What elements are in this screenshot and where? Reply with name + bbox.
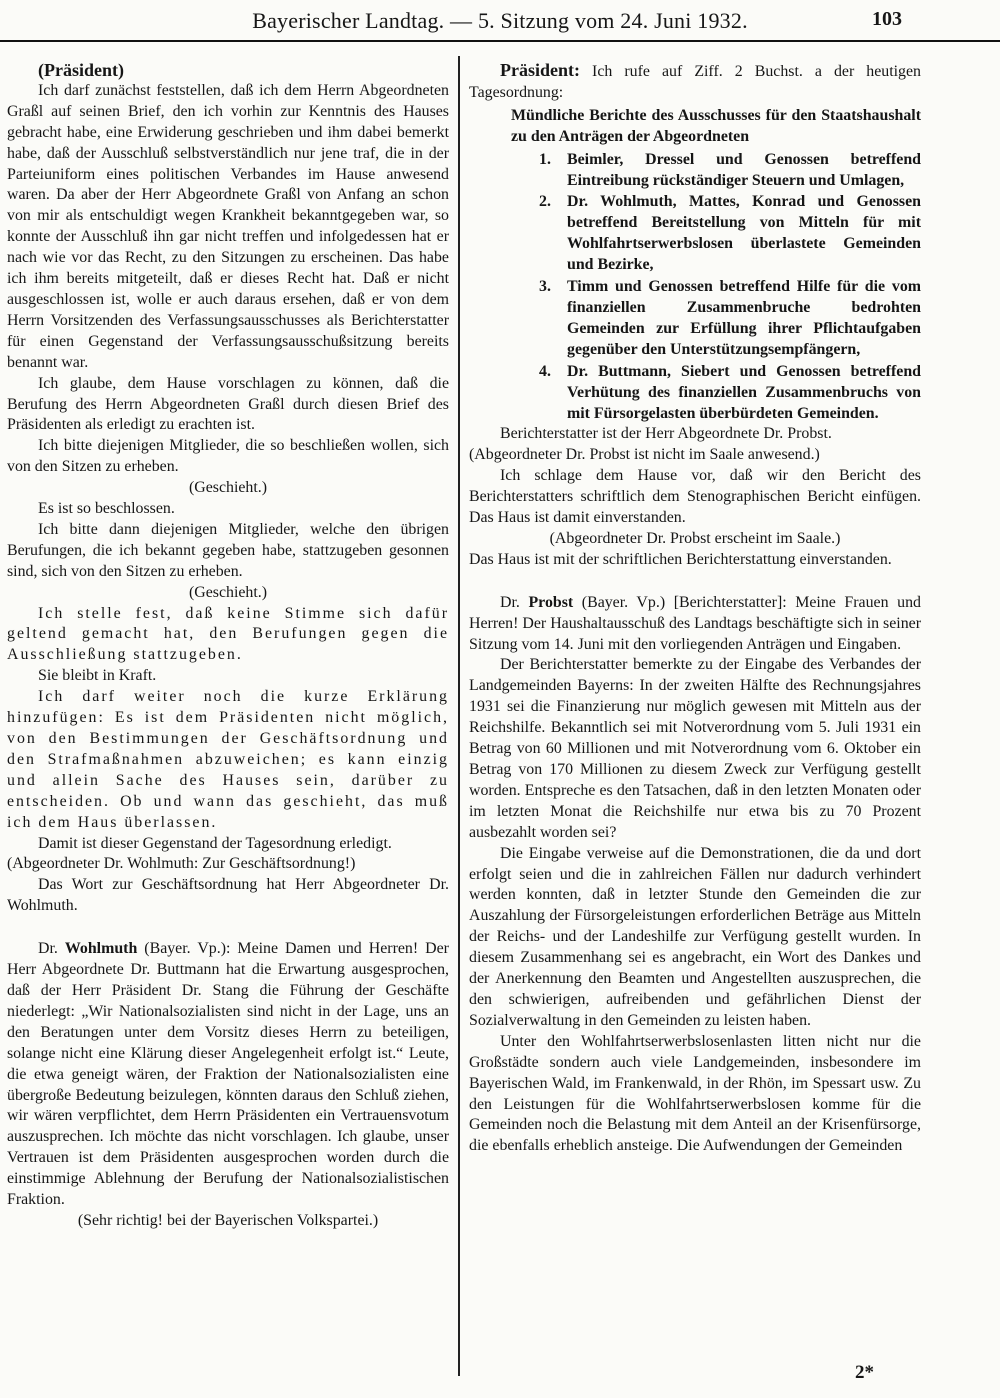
agenda-item [511,150,921,192]
speaker-tag: Präsident: [500,60,580,80]
paragraph: Berichterstatter ist der Herr Abgeordnete Dr. Probst. [500,425,832,443]
header-rule [0,40,1000,42]
speech-paragraph [469,593,921,656]
stage-direction: (Geschieht.) [188,583,268,601]
paragraph: Ich bitte dann diejenigen Mitglieder, welche den übrigen Berufungen, die ich bekannt gegeben habe, stattzugeben gesonnen sind, sich von den Sitzen zu erheben. [7,520,449,580]
speech-text: (Bayer. Vp.): Meine Damen und Herren! Der Herr Abgeordnete Dr. Buttmann hat die Erwartung ausgesprochen, daß der Herr Präsident Dr. Stang die Führung der Geschäfte niederlegt: „Wir Nationalsozialisten sind nicht in der Lage, uns an den Beratungen unter dem Vorsitz dieses Herrn zu beteiligen, solange nicht eine Klärung dieser Angelegenheit erfolgt ist.“ Leute, die etwa geneigt wären, der Fraktion der Nationalsozialisten eine übergroße Bedeutung beizulegen, könnten daraus den Schluß ziehen, wir wären verpflichtet, dem Herrn Präsidenten ein Vertrauensvotum auszusprechen. Ich möchte das nicht vorschlagen. Ich glaube, unser Vertrauen ist dem Präsidenten ausgesprochen worden durch die einstimmige Ablehnung der Berufung der Nationalsozialistischen Fraktion. [7,940,449,1209]
paragraph: Das Wort zur Geschäftsordnung hat Herr Abgeordneter Dr. Wohlmuth. [7,876,449,915]
paragraph: Unter den Wohlfahrtserwerbslosenlasten litten nicht nur die Großstädte sondern auch viele Landgemeinden, insbesondere im Bayerischen Wald, im Frankenwald, in der Rhön, im Spessart usw. Zu den Leistungen für die Wohlfahrtserwerbslosen komme für die Gemeinden noch die Belastung mit dem Anteil an der Krisenfürsorge, die ebenfalls erheblich ansteige. Die Aufwendungen der Gemeinden [469,1032,921,1155]
agenda-text: Dr. Buttmann, Siebert und Genossen betreffend Verhütung des finanziellen Zusammenbruchs von mit Fürsorgelasten überbürdeten Gemeinden. [567,362,921,422]
paragraph: Es ist so beschlossen. [38,500,175,518]
paragraph: Das Haus ist mit der schriftlichen Berichterstattung einverstanden. [469,550,892,568]
speaker-name: Probst [528,593,574,611]
paragraph: Die Eingabe verweise auf die Demonstrationen, die da und dort erfolgt seien und die in zahlreichen Fällen nur dadurch verhindert werden konnten, daß in letzter Stunde den Gemeinden die zur Auszahlung der Fürsorgeleistungen erforderlichen Beträge aus Mitteln der Reichs- und der Landeshilfe zur Verfügung gestellt wurden. In diesem Zusammenhang sei es angebracht, ein Wort des Dankes und der Anerkennung den Beamten und Angestellten auszusprechen, die den schwierigen, aufreibenden und gefährlichen Dienst der Sozialverwaltung in den Gemeinden zu leisten haben. [469,844,921,1029]
page-header [0,0,1000,44]
agenda-text: Beimler, Dressel und Genossen betreffend Eintreibung rückständiger Steuern und Umlagen, [567,150,921,189]
paragraph: Der Berichterstatter bemerkte zu der Eingabe des Verbandes der Landgemeinden Bayerns: In der zweiten Hälfte des Rechnungsjahres 1931 sei die Finanzierung nur möglich gewesen mit Mitteln aus der Reichshilfe. Bekanntlich sei mit Notverordnung vom 5. Juli 1931 ein Betrag von 60 Millionen und mit Notverordnung vom 6. Oktober ein Betrag von 170 Millionen zu diesem Zweck zur Verfügung gestellt worden. Entspreche es den Tatsachen, daß in den letzten Monaten oder im letzten Monat die Reichshilfe nur etwa bis zu 70 Prozent ausbezahlt worden sei? [469,656,921,841]
speaker-title: Dr. [38,940,58,958]
agenda-block [469,106,921,425]
signature-mark: 2* [855,1362,874,1383]
speech-text: (Bayer. Vp.) [Berichterstatter]: Meine Frauen und Herren! Der Haushaltausschuß des Landtags beschäftigte sich in seiner Sitzung vom 14. Juni mit den vorliegenden Anträgen und Eingaben. [469,593,921,653]
interjection: (Abgeordneter Dr. Wohlmuth: Zur Geschäftsordnung!) [7,855,356,873]
left-column [7,60,449,1232]
agenda-number: 4. [539,362,551,380]
paragraph: Ich stelle fest, daß keine Stimme sich dafür geltend gemacht hat, den Berufungen gegen die Ausschließung stattzugeben. [7,604,449,664]
paragraph: Ich darf weiter noch die kurze Erklärung hinzufügen: Es ist dem Präsidenten nicht möglich, von den Bestimmungen der Geschäftsordnung und den Strafmaßnahmen abzuweichen; es kann einzig und allein Sache des Hauses sein, darüber zu entscheiden. Ob und wann das geschieht, das muß ich dem Haus überlassen. [7,688,449,831]
interjection: (Abgeordneter Dr. Probst ist nicht im Saale anwesend.) [469,446,820,464]
speech-paragraph [7,939,449,1211]
agenda-number: 2. [539,193,551,211]
page-number: 103 [872,8,902,30]
interjection: (Sehr richtig! bei der Bayerischen Volkspartei.) [77,1211,379,1229]
paragraph: Ich schlage dem Hause vor, daß wir den Bericht des Berichterstatters schriftlich dem Stenographischen Bericht einfügen. Das Haus ist damit einverstanden. [469,467,921,527]
agenda-heading: Mündliche Berichte des Ausschusses für den Staatshaushalt zu den Anträgen der Abgeordneten [511,106,921,145]
agenda-text: Timm und Genossen betreffend Hilfe für die vom finanziellen Zusammenbruche bedrohten Gemeinden zur Erfüllung ihrer Pflichtaufgaben gegenüber den Unterstützungsempfängern, [567,278,921,358]
agenda-number: 3. [539,278,551,296]
agenda-item [511,362,921,425]
stage-direction: (Geschieht.) [188,479,268,497]
column-divider [458,56,460,1376]
right-column [469,60,921,1157]
agenda-item [511,192,921,276]
agenda-item [511,277,921,361]
speaker-title: Dr. [500,593,520,611]
paragraph: Ich darf zunächst feststellen, daß ich dem Herrn Abgeordneten Graßl auf seinen Brief, den ich vorhin zur Kenntnis des Hauses gebracht habe, eine Erwiderung geschrieben und ihm dabei bemerkt habe, daß der Ausschluß selbstverständlich nur jene traf, die in der Parteiuniform eines politischen Verbandes im Hause anwesend waren. Da aber der Herr Abgeordnete Graßl von Anfang an schon von mir als entschuldigt wegen Krankheit bekanntgegeben war, so konnte der Ausschluß ihn gar nicht treffen und infolgedessen hat er nach wie vor das Recht, zu den Sitzungen zu erscheinen. Das habe ich ihm bereits mitgeteilt, daß er dieses Recht hat. Daß er nicht ausgeschlossen ist, wolle er auch daraus ersehen, daß er von dem Herrn Vorsitzenden des Verfassungsausschusses als Berichterstatter für einen Gegenstand der Verfassungsausschußsitzung bereits benannt war. [7,81,449,371]
stage-direction: (Abgeordneter Dr. Probst erscheint im Saale.) [549,529,841,547]
speaker-name: Wohlmuth [64,940,138,958]
paragraph: Sie bleibt in Kraft. [38,667,157,685]
speech-paragraph [469,60,921,104]
agenda-text: Dr. Wohlmuth, Mattes, Konrad und Genossen betreffend Bereitstellung von Mitteln für mit Wohlfahrtserwerbslosen überlastete Gemeinden und Bezirke, [567,193,921,274]
running-head: Bayerischer Landtag. — 5. Sitzung vom 24. Juni 1932. [252,8,748,33]
speech-text: Ich rufe auf Ziff. 2 Buchst. a der heutigen Tagesordnung: [469,63,921,101]
paragraph: Ich glaube, dem Hause vorschlagen zu können, daß die Berufung des Herrn Abgeordneten Graßl durch diesen Brief des Präsidenten als erledigt zu erachten ist. [7,374,449,434]
paragraph: Damit ist dieser Gegenstand der Tagesordnung erledigt. [38,834,392,852]
agenda-number: 1. [539,150,551,168]
paragraph: Ich bitte diejenigen Mitglieder, die so beschließen wollen, sich von den Sitzen zu erheben. [7,437,449,476]
speaker-tag: (Präsident) [38,60,124,80]
